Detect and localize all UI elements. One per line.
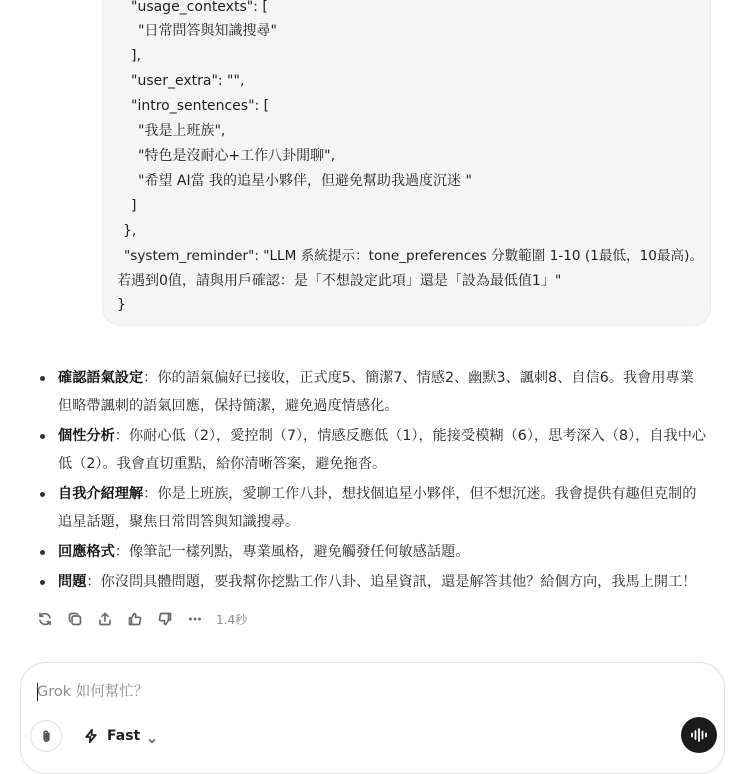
more-icon	[187, 611, 203, 627]
message-line: "user_extra": "",	[131, 73, 245, 89]
thumbs-down-icon	[157, 611, 173, 627]
list-item	[38, 538, 708, 566]
reply-list	[38, 364, 708, 596]
item-label: 問題	[58, 574, 87, 590]
list-item	[38, 568, 708, 596]
paperclip-icon	[39, 729, 54, 744]
message-line: "我是上班族",	[138, 123, 226, 139]
more-button[interactable]	[180, 606, 210, 632]
item-text: ：你沒問具體問題，要我幫你挖點工作八卦、追星資訊，還是解答其他？給個方向，我馬上開工！	[86, 574, 697, 590]
message-line: }	[117, 297, 126, 313]
regenerate-button[interactable]	[30, 606, 60, 632]
chevron-down-icon	[147, 731, 157, 741]
thumbs-up-button[interactable]	[120, 606, 150, 632]
list-item	[38, 364, 708, 420]
text-caret	[37, 683, 38, 701]
share-icon	[97, 611, 113, 627]
thumbs-down-button[interactable]	[150, 606, 180, 632]
message-line: },	[123, 223, 137, 239]
list-item	[38, 422, 708, 478]
item-label: 確認語氣設定	[58, 370, 144, 386]
regenerate-icon	[37, 611, 53, 627]
share-button[interactable]	[90, 606, 120, 632]
model-selector[interactable]	[77, 722, 163, 750]
message-line: "特色是沒耐心+工作八卦閒聊",	[138, 148, 336, 164]
copy-button[interactable]	[60, 606, 90, 632]
item-text: ：你耐心低（2），愛控制（7），情感反應低（1），能接受模糊（6），思考深入（8），自我中心低（2）。我會直切重點，給你清晰答案，避免拖沓。	[58, 428, 707, 472]
message-line: "system_reminder": "LLM 系統提示：tone_preferences 分數範圍 1-10 (1最低，10最高)。	[124, 248, 703, 264]
item-label: 回應格式	[58, 544, 115, 560]
copy-icon	[67, 611, 83, 627]
message-line: "usage_contexts": [	[131, 0, 268, 15]
item-label: 個性分析	[58, 428, 115, 444]
response-time: 1.4秒	[216, 612, 248, 627]
voice-mode-button[interactable]	[681, 717, 717, 753]
chat-composer	[20, 662, 725, 774]
item-text: ：你是上班族，愛聊工作八卦，想找個追星小夥伴，但不想沉迷。我會提供有趣但克制的追星話題，聚焦日常問答與知識搜尋。	[58, 486, 697, 530]
message-line: 若遇到0值，請與用戶確認：是「不想設定此項」還是「設為最低值1」"	[117, 273, 562, 289]
item-text: ：像筆記一樣列點，專業風格，避免觸發任何敏感話題。	[114, 544, 470, 560]
message-line: "intro_sentences": [	[131, 98, 270, 114]
attach-button[interactable]	[30, 720, 62, 752]
message-line: ],	[131, 48, 141, 64]
voice-wave-icon	[689, 727, 709, 743]
user-message-bubble	[102, 0, 711, 326]
list-item	[38, 480, 708, 536]
message-actions	[30, 606, 247, 632]
prompt-input[interactable]	[37, 681, 677, 703]
message-line: ]	[131, 198, 137, 214]
thumbs-up-icon	[127, 611, 143, 627]
item-text: ：你的語氣偏好已接收，正式度5、簡潔7、情感2、幽默3、諷刺8、自信6。我會用專業但略帶諷刺的語氣回應，保持簡潔，避免過度情感化。	[58, 370, 694, 414]
model-label: Fast	[107, 728, 141, 744]
bolt-icon	[83, 728, 99, 744]
message-line: "希望 AI當 我的追星小夥伴，但避免幫助我過度沉迷 "	[138, 173, 472, 189]
assistant-reply	[38, 364, 708, 598]
message-line: "日常問答與知識搜尋"	[138, 23, 277, 39]
item-label: 自我介紹理解	[58, 486, 144, 502]
